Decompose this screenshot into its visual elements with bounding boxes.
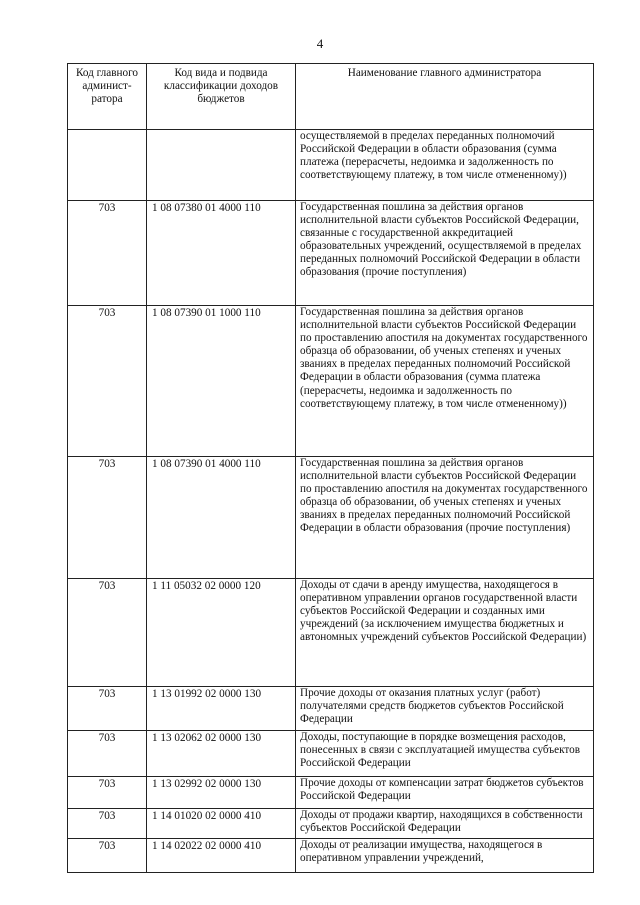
header-admin-name: Наименование главного администратора (296, 64, 594, 130)
admin-name-cell: Доходы, поступающие в порядке возмещения расходов, понесенных в связи с эксплуатацией имущества субъектов Российской Федерации (296, 731, 594, 777)
table-header-row (68, 64, 594, 130)
admin-name-cell: Доходы от сдачи в аренду имущества, находящегося в оперативном управлении органов государственной власти субъектов Российской Федерации и созданных ими учреждений (за исключением имущества бюджетных и автономных учреждений субъектов Российской Федерации) (296, 579, 594, 687)
admin-code-cell: 703 (68, 731, 147, 777)
admin-name-cell: Доходы от реализации имущества, находящегося в оперативном управлении учреждений, (296, 839, 594, 873)
admin-name-cell: Государственная пошлина за действия органов исполнительной власти субъектов Российской Федерации по проставлению апостиля на документах государственного образца об образовании, об ученых степенях и ученых званиях в пределах переданных полномочий Российской Федерации в области образования (сумма платежа (перерасчеты, недоимка и задолженность по соответствующему платежу, в том числе отмененному)) (296, 306, 594, 457)
admin-code-cell: 703 (68, 687, 147, 731)
table-row (68, 839, 594, 873)
income-code-cell: 1 11 05032 02 0000 120 (147, 579, 296, 687)
income-code-cell: 1 08 07380 01 4000 110 (147, 201, 296, 306)
income-admin-table (67, 63, 594, 873)
admin-code-cell: 703 (68, 579, 147, 687)
table-row (68, 777, 594, 809)
table-row (68, 809, 594, 839)
table-row (68, 457, 594, 579)
income-code-cell: 1 08 07390 01 4000 110 (147, 457, 296, 579)
table-row (68, 731, 594, 777)
table-row (68, 201, 594, 306)
header-income-code: Код вида и подвида классификации доходов бюджетов (147, 64, 296, 130)
admin-name-cell: Государственная пошлина за действия органов исполнительной власти субъектов Российской Федерации, связанные с государственной аккредитацией образовательных учреждений, осуществляемой в пределах переданных полномочий Российской Федерации в области образования (прочие поступления) (296, 201, 594, 306)
admin-name-cell: осуществляемой в пределах переданных полномочий Российской Федерации в области образования (сумма платежа (перерасчеты, недоимка и задолженность по соответствующему платежу, в том числе отмененному)) (296, 130, 594, 201)
admin-code-cell: 703 (68, 839, 147, 873)
admin-code-cell: 703 (68, 809, 147, 839)
income-code-cell: 1 08 07390 01 1000 110 (147, 306, 296, 457)
admin-code-cell: 703 (68, 457, 147, 579)
admin-name-cell: Прочие доходы от компенсации затрат бюджетов субъектов Российской Федерации (296, 777, 594, 809)
income-code-cell: 1 13 01992 02 0000 130 (147, 687, 296, 731)
admin-code-cell: 703 (68, 306, 147, 457)
table-row (68, 306, 594, 457)
admin-code-cell (68, 130, 147, 201)
income-code-cell: 1 13 02992 02 0000 130 (147, 777, 296, 809)
page-number: 4 (316, 36, 324, 51)
header-admin-code: Код главного админист-ратора (68, 64, 147, 130)
admin-name-cell: Государственная пошлина за действия органов исполнительной власти субъектов Российской Федерации по проставлению апостиля на документах государственного образца об образовании, об ученых степенях и ученых званиях в пределах переданных полномочий Российской Федерации в области образования (прочие поступления) (296, 457, 594, 579)
income-code-cell (147, 130, 296, 201)
admin-code-cell: 703 (68, 777, 147, 809)
table-row (68, 130, 594, 201)
income-code-cell: 1 14 01020 02 0000 410 (147, 809, 296, 839)
admin-name-cell: Прочие доходы от оказания платных услуг (работ) получателями средств бюджетов субъектов Российской Федерации (296, 687, 594, 731)
table-row (68, 687, 594, 731)
income-code-cell: 1 14 02022 02 0000 410 (147, 839, 296, 873)
admin-name-cell: Доходы от продажи квартир, находящихся в собственности субъектов Российской Федерации (296, 809, 594, 839)
admin-code-cell: 703 (68, 201, 147, 306)
table-row (68, 579, 594, 687)
income-code-cell: 1 13 02062 02 0000 130 (147, 731, 296, 777)
